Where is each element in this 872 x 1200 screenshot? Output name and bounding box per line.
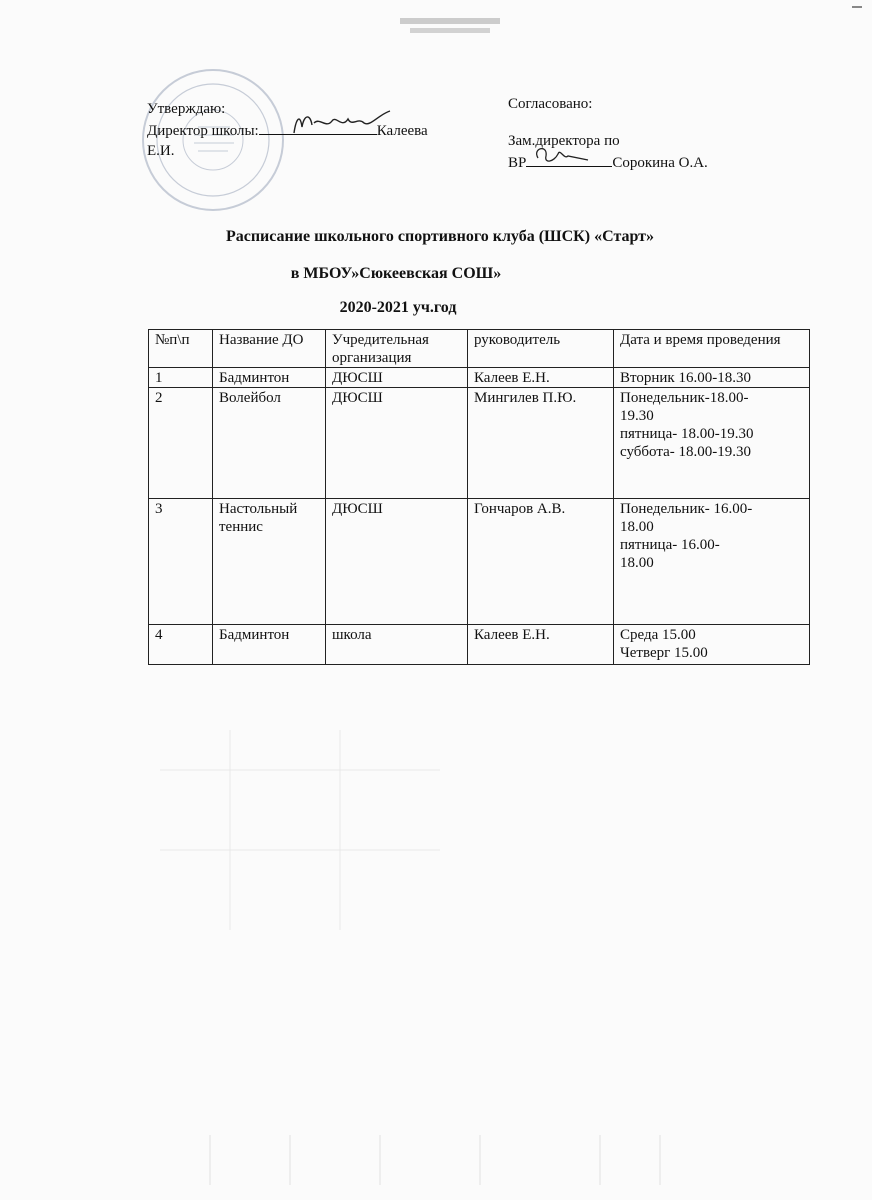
scan-artifact [395,14,505,42]
time-line: пятница- 18.00-19.30 [620,426,754,442]
time-line: 18.00 [620,555,654,571]
header-name: Название ДО [213,330,326,368]
time-line: 19.30 [620,408,654,424]
table-row [149,368,810,388]
deputy-signature [528,142,594,168]
table-row [149,499,810,625]
time-line: Вторник 16.00-18.30 [620,370,751,386]
cell-time [614,368,810,388]
cell-leader: Калеев Е.Н. [468,625,614,665]
director-surname: Калеева [376,123,428,139]
header-num: №п\п [149,330,213,368]
cell-leader: Гончаров А.В. [468,499,614,625]
director-signature [286,107,398,141]
director-role: Директор школы: [147,123,259,139]
cell-time [614,625,810,665]
cell-leader: Калеев Е.Н. [468,368,614,388]
deputy-name: Сорокина О.А. [612,155,708,171]
header-time: Дата и время проведения [614,330,810,368]
cell-org: школа [326,625,468,665]
deputy-prefix: ВР [508,155,527,171]
schedule-table [148,329,810,665]
school-name: в МБОУ»Сюкеевская СОШ» [290,265,502,282]
bleed-through-artifact [200,1130,680,1190]
bleed-through-artifact [150,730,450,930]
header-leader: руководитель [468,330,614,368]
time-line: 18.00 [620,519,654,535]
cell-org: ДЮСШ [326,388,468,499]
cell-num: 1 [149,368,213,388]
cell-num: 3 [149,499,213,625]
time-line: Четверг 15.00 [620,645,708,661]
document-title: Расписание школьного спортивного клуба (ШСК) «Старт» [225,228,655,245]
cell-org: ДЮСШ [326,499,468,625]
deputy-role: Зам.директора по [508,133,620,149]
cell-time [614,499,810,625]
table-row [149,625,810,665]
cell-name: Бадминтон [213,368,326,388]
cell-name: Волейбол [213,388,326,499]
header-org: Учредительная организация [326,330,468,368]
time-line: суббота- 18.00-19.30 [620,444,751,460]
cell-time [614,388,810,499]
table-header-row [149,330,810,368]
cell-leader: Мингилев П.Ю. [468,388,614,499]
cell-name: Настольный теннис [213,499,326,625]
agree-label: Согласовано: [508,96,593,112]
director-initials: Е.И. [147,143,175,159]
time-line: Понедельник- 16.00- [620,501,753,517]
cell-org: ДЮСШ [326,368,468,388]
time-line: пятница- 16.00- [620,537,720,553]
cell-num: 4 [149,625,213,665]
scan-corner-mark [852,6,862,8]
time-line: Среда 15.00 [620,627,696,643]
approve-label: Утверждаю: [147,101,226,117]
table-row [149,388,810,499]
cell-name: Бадминтон [213,625,326,665]
cell-num: 2 [149,388,213,499]
school-year: 2020-2021 уч.год [339,299,457,316]
time-line: Понедельник-18.00- [620,390,749,406]
